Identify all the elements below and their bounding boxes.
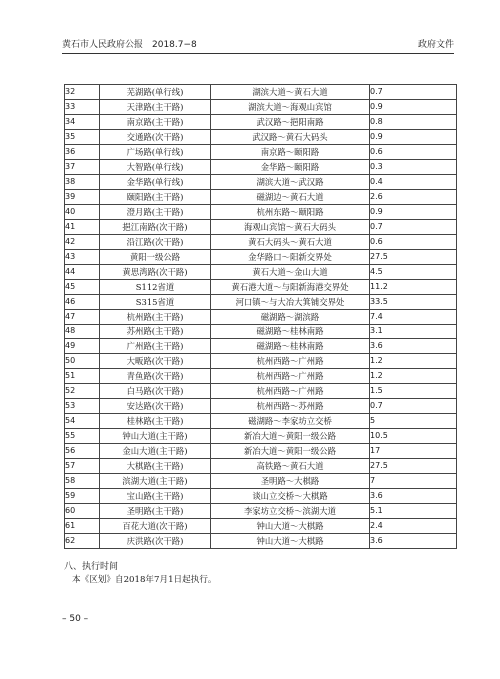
- road-name: 金山大道(主干路): [100, 444, 211, 459]
- table-row: [65, 339, 457, 354]
- row-number: 59: [65, 489, 100, 504]
- row-number: 37: [65, 159, 100, 174]
- section-title: 八、执行时间: [64, 562, 119, 572]
- row-number: 43: [65, 249, 100, 264]
- road-name: S112省道: [100, 279, 211, 294]
- header-publication: 黄石市人民政府公报 2018.7−8: [62, 40, 197, 50]
- road-range: 杭州西路～苏州路: [211, 399, 370, 414]
- road-length: 0.7: [370, 399, 457, 414]
- row-number: 35: [65, 129, 100, 144]
- road-range: 河口镇～与大冶大箕铺交界处: [211, 294, 370, 309]
- table-row: [65, 459, 457, 474]
- table-row: [65, 489, 457, 504]
- road-name: 芜湖路(单行线): [100, 85, 211, 100]
- table-row: [65, 444, 457, 459]
- row-number: 33: [65, 99, 100, 114]
- road-name: 庆洪路(次干路): [100, 534, 211, 549]
- road-name: 青鱼路(次干路): [100, 369, 211, 384]
- table-row: [65, 189, 457, 204]
- road-name: 大棋路(主干路): [100, 459, 211, 474]
- table-row: [65, 414, 457, 429]
- row-number: 49: [65, 339, 100, 354]
- table-row: [65, 249, 457, 264]
- road-name: 百花大道(次干路): [100, 519, 211, 534]
- row-number: 60: [65, 504, 100, 519]
- road-name: S315省道: [100, 294, 211, 309]
- table-row: [65, 399, 457, 414]
- road-table-body: [65, 85, 457, 549]
- road-length: 10.5: [370, 429, 457, 444]
- road-range: 李家坊立交桥～滨湖大道: [211, 504, 370, 519]
- table-row: [65, 474, 457, 489]
- row-number: 45: [65, 279, 100, 294]
- page-number: – 50 –: [62, 614, 89, 624]
- road-range: 磁湖路～桂林南路: [211, 339, 370, 354]
- road-name: 南京路(主干路): [100, 114, 211, 129]
- road-range: 新冶大道～黄阳一级公路: [211, 429, 370, 444]
- road-range: 钟山大道～大棋路: [211, 519, 370, 534]
- table-row: [65, 309, 457, 324]
- row-number: 51: [65, 369, 100, 384]
- road-range: 钟山大道～大棋路: [211, 534, 370, 549]
- road-name: 杭州路(主干路): [100, 309, 211, 324]
- road-name: 广场路(单行线): [100, 144, 211, 159]
- road-length: 7: [370, 474, 457, 489]
- table-row: [65, 159, 457, 174]
- road-range: 武汉路～黄石大码头: [211, 129, 370, 144]
- road-length: 17: [370, 444, 457, 459]
- header-section: 政府文件: [417, 40, 454, 50]
- row-number: 62: [65, 534, 100, 549]
- row-number: 52: [65, 384, 100, 399]
- table-row: [65, 204, 457, 219]
- road-length: 0.7: [370, 85, 457, 100]
- row-number: 36: [65, 144, 100, 159]
- road-length: 0.9: [370, 129, 457, 144]
- road-name: 滨湖大道(主干路): [100, 474, 211, 489]
- road-name: 交通路(次干路): [100, 129, 211, 144]
- road-range: 杭州西路～广州路: [211, 369, 370, 384]
- table-row: [65, 384, 457, 399]
- road-length: 5: [370, 414, 457, 429]
- road-name: 钟山大道(主干路): [100, 429, 211, 444]
- row-number: 48: [65, 324, 100, 339]
- row-number: 57: [65, 459, 100, 474]
- road-length: 0.4: [370, 174, 457, 189]
- row-number: 61: [65, 519, 100, 534]
- table-row: [65, 504, 457, 519]
- road-name: 苏州路(主干路): [100, 324, 211, 339]
- page-header: [62, 35, 454, 51]
- table-row: [65, 85, 457, 100]
- road-range: 高铁路～黄石大道: [211, 459, 370, 474]
- road-range: 杭州西路～广州路: [211, 354, 370, 369]
- row-number: 47: [65, 309, 100, 324]
- road-table: [64, 84, 457, 549]
- table-row: [65, 114, 457, 129]
- road-length: 0.9: [370, 204, 457, 219]
- road-length: 11.2: [370, 279, 457, 294]
- road-name: 黄阳一级公路: [100, 249, 211, 264]
- road-name: 黄思湾路(次干路): [100, 264, 211, 279]
- road-length: 33.5: [370, 294, 457, 309]
- row-number: 38: [65, 174, 100, 189]
- table-row: [65, 534, 457, 549]
- road-range: 磁湖边～黄石大道: [211, 189, 370, 204]
- road-length: 0.9: [370, 99, 457, 114]
- row-number: 34: [65, 114, 100, 129]
- road-range: 南京路～颐阳路: [211, 144, 370, 159]
- table-row: [65, 429, 457, 444]
- road-length: 7.4: [370, 309, 457, 324]
- road-name: 大畈路(次干路): [100, 354, 211, 369]
- road-length: 3.1: [370, 324, 457, 339]
- road-length: 0.6: [370, 144, 457, 159]
- road-range: 新冶大道～黄阳一级公路: [211, 444, 370, 459]
- row-number: 53: [65, 399, 100, 414]
- table-row: [65, 324, 457, 339]
- table-row: [65, 354, 457, 369]
- road-name: 澄月路(主干路): [100, 204, 211, 219]
- road-range: 磁湖路～桂林南路: [211, 324, 370, 339]
- table-row: [65, 99, 457, 114]
- road-range: 黄石大码头～黄石大道: [211, 234, 370, 249]
- table-row: [65, 369, 457, 384]
- road-range: 谈山立交桥～大棋路: [211, 489, 370, 504]
- road-name: 白马路(次干路): [100, 384, 211, 399]
- table-row: [65, 219, 457, 234]
- road-range: 海观山宾馆～黄石大码头: [211, 219, 370, 234]
- road-length: 0.8: [370, 114, 457, 129]
- road-length: 1.2: [370, 354, 457, 369]
- road-name: 圣明路(主干路): [100, 504, 211, 519]
- road-range: 湖滨大道～海观山宾馆: [211, 99, 370, 114]
- road-length: 1.2: [370, 369, 457, 384]
- road-range: 杭州西路～广州路: [211, 384, 370, 399]
- road-range: 金华路～颐阳路: [211, 159, 370, 174]
- row-number: 46: [65, 294, 100, 309]
- road-name: 金华路(单行线): [100, 174, 211, 189]
- road-name: 挹江南路(次干路): [100, 219, 211, 234]
- road-name: 颐阳路(主干路): [100, 189, 211, 204]
- road-name: 沿江路(次干路): [100, 234, 211, 249]
- table-row: [65, 294, 457, 309]
- road-range: 磁湖路～湖滨路: [211, 309, 370, 324]
- row-number: 50: [65, 354, 100, 369]
- road-length: 27.5: [370, 459, 457, 474]
- table-row: [65, 234, 457, 249]
- row-number: 40: [65, 204, 100, 219]
- road-length: 3.6: [370, 339, 457, 354]
- road-length: 0.3: [370, 159, 457, 174]
- road-range: 湖滨大道～黄石大道: [211, 85, 370, 100]
- road-range: 磁湖路～李家坊立交桥: [211, 414, 370, 429]
- road-length: 3.6: [370, 489, 457, 504]
- road-length: 4.5: [370, 264, 457, 279]
- road-name: 宝山路(主干路): [100, 489, 211, 504]
- row-number: 41: [65, 219, 100, 234]
- road-length: 1.5: [370, 384, 457, 399]
- road-name: 广州路(主干路): [100, 339, 211, 354]
- road-length: 27.5: [370, 249, 457, 264]
- table-row: [65, 279, 457, 294]
- table-row: [65, 264, 457, 279]
- section-body: 本《区划》自2018年7月1日起执行。: [72, 575, 217, 585]
- road-length: 0.6: [370, 234, 457, 249]
- road-length: 2.4: [370, 519, 457, 534]
- row-number: 44: [65, 264, 100, 279]
- row-number: 58: [65, 474, 100, 489]
- road-range: 湖滨大道～武汉路: [211, 174, 370, 189]
- row-number: 42: [65, 234, 100, 249]
- table-row: [65, 144, 457, 159]
- road-range: 黄石港大道～与阳新海港交界处: [211, 279, 370, 294]
- road-name: 安达路(次干路): [100, 399, 211, 414]
- row-number: 32: [65, 85, 100, 100]
- header-rule: [62, 53, 454, 54]
- road-length: 3.6: [370, 534, 457, 549]
- road-name: 桂林路(主干路): [100, 414, 211, 429]
- road-name: 天津路(主干路): [100, 99, 211, 114]
- road-length: 2.6: [370, 189, 457, 204]
- road-range: 武汉路～挹阳南路: [211, 114, 370, 129]
- table-row: [65, 129, 457, 144]
- road-range: 金华路口～阳新交界处: [211, 249, 370, 264]
- table-row: [65, 519, 457, 534]
- road-range: 杭州东路～颐阳路: [211, 204, 370, 219]
- road-length: 5.1: [370, 504, 457, 519]
- road-range: 黄石大道～金山大道: [211, 264, 370, 279]
- table-row: [65, 174, 457, 189]
- road-name: 大智路(单行线): [100, 159, 211, 174]
- row-number: 55: [65, 429, 100, 444]
- row-number: 54: [65, 414, 100, 429]
- road-length: 0.7: [370, 219, 457, 234]
- road-range: 圣明路～大棋路: [211, 474, 370, 489]
- row-number: 39: [65, 189, 100, 204]
- row-number: 56: [65, 444, 100, 459]
